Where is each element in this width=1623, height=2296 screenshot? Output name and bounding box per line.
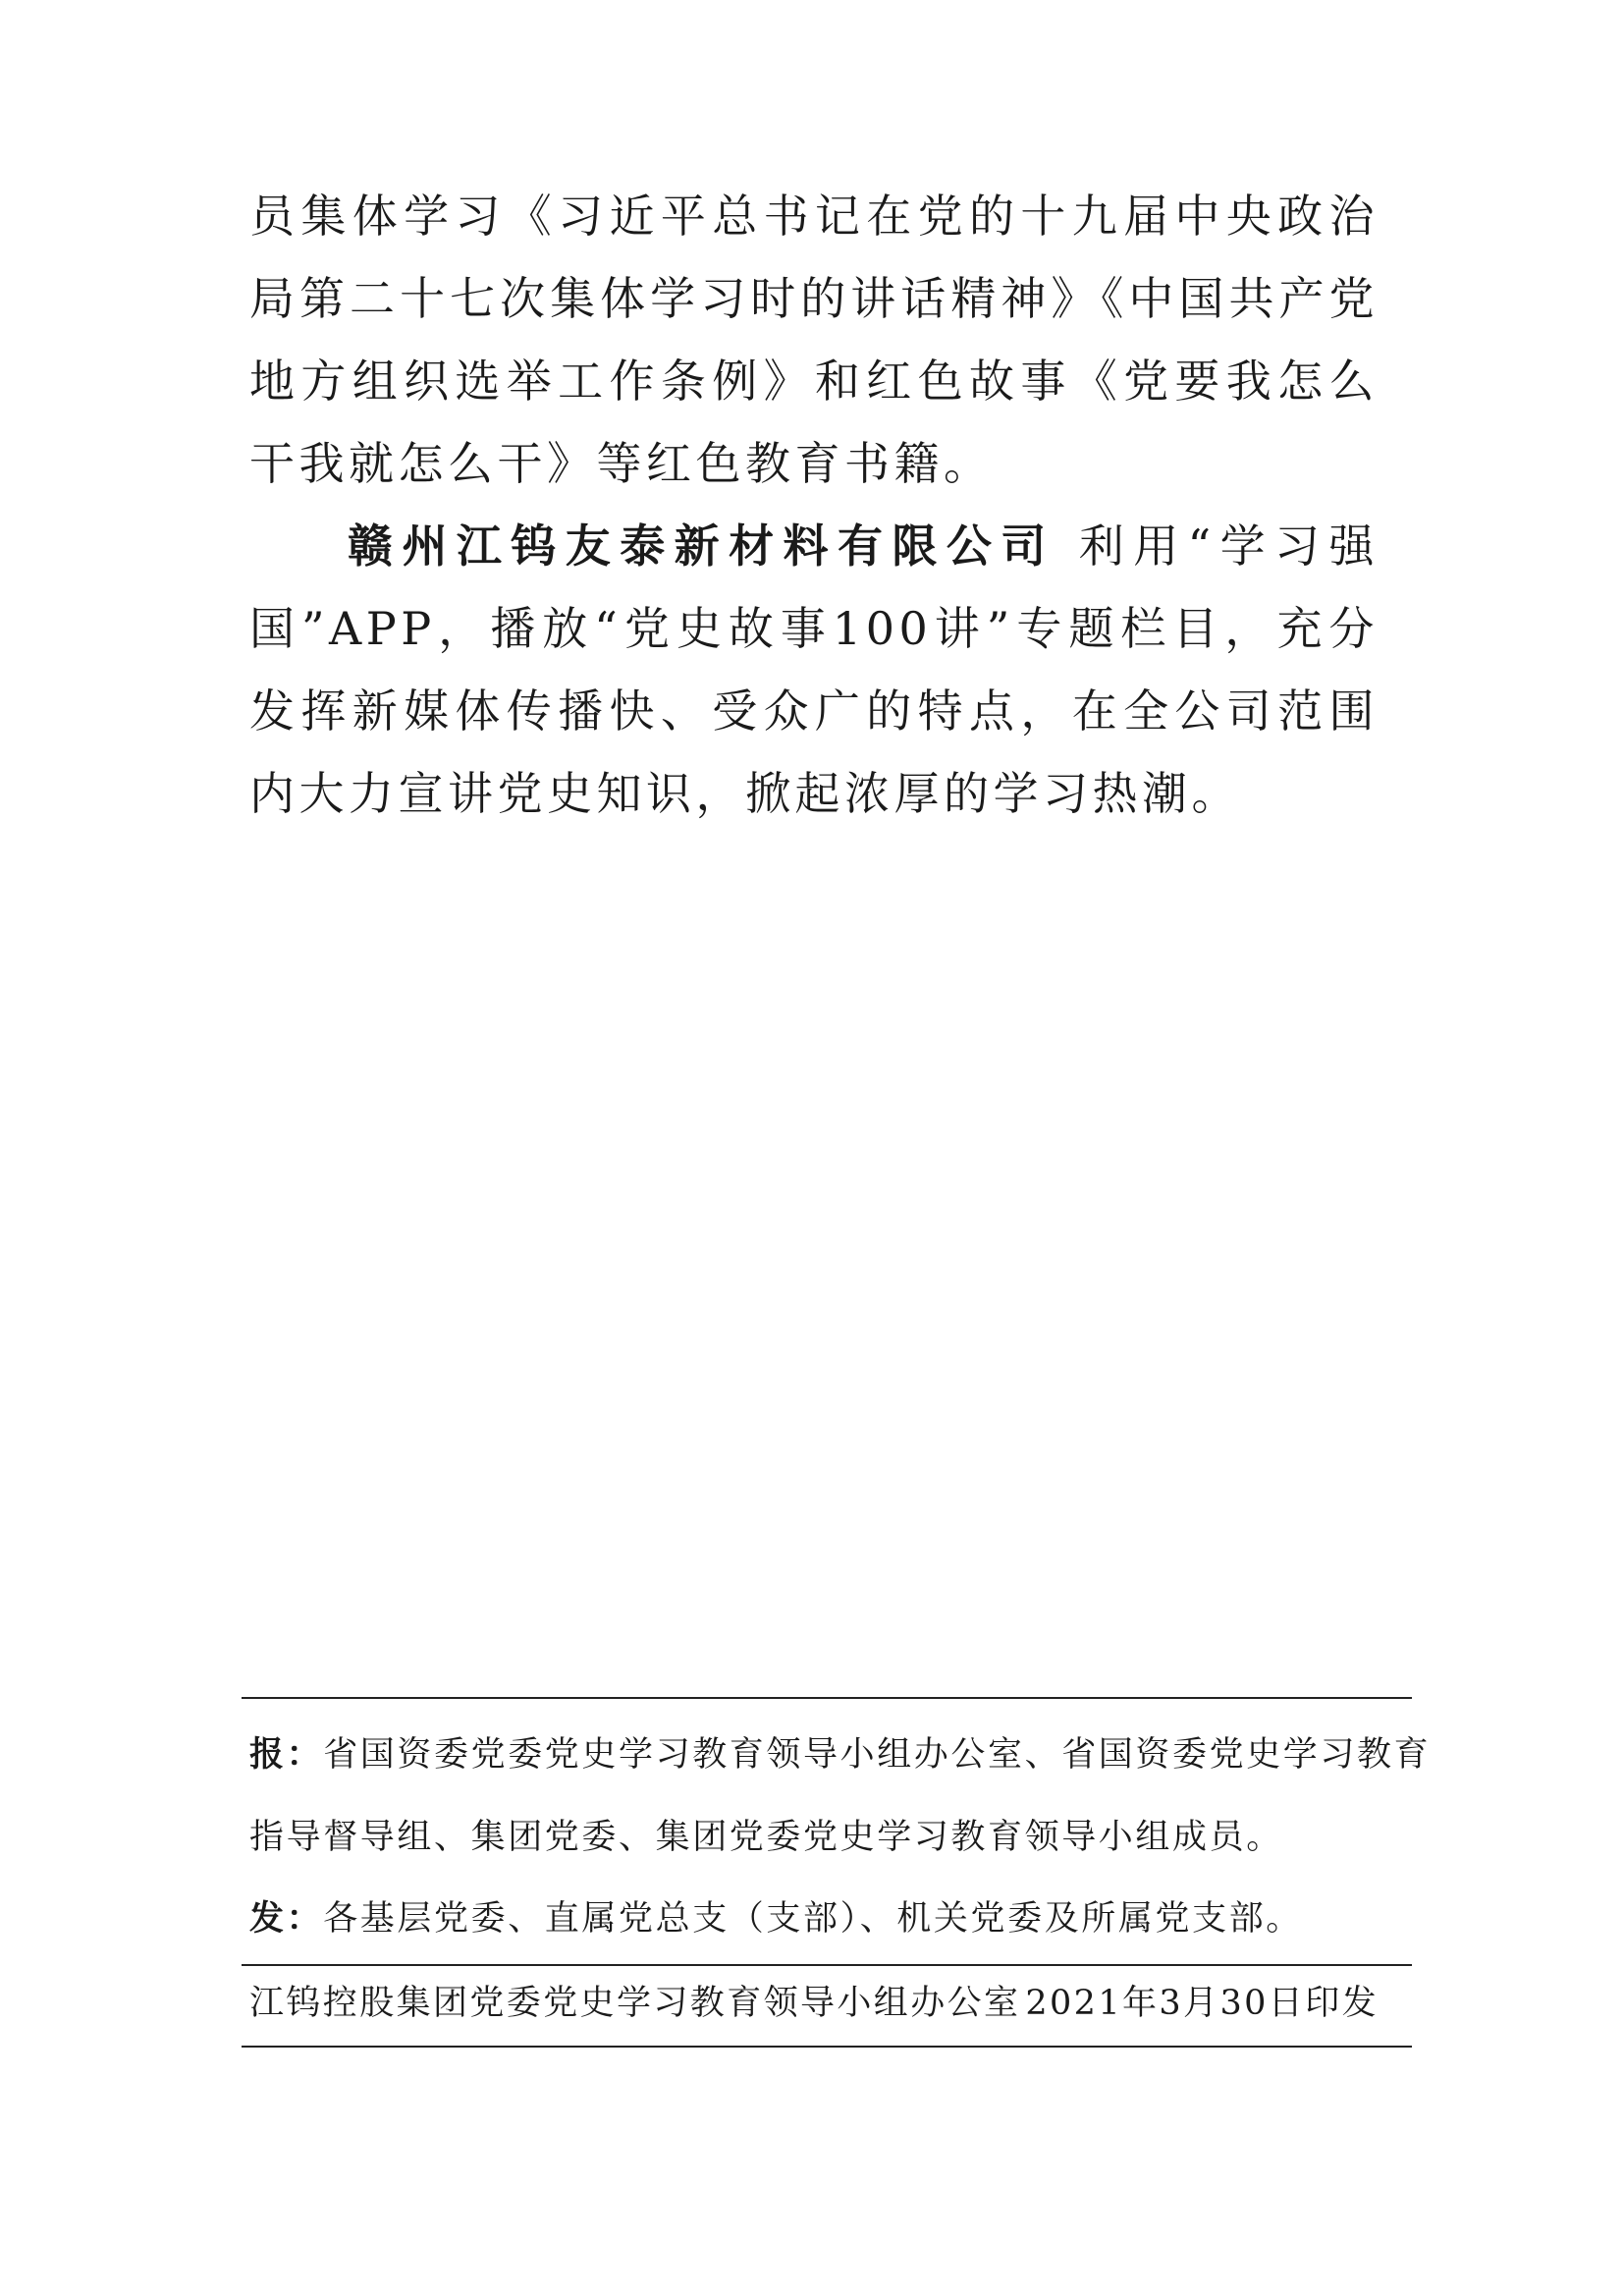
company-name: 赣州江钨友泰新材料有限公司 [348, 519, 1055, 573]
issuing-office: 江钨控股集团党委党史学习教育领导小组办公室 [249, 1984, 1021, 2023]
issue-date: 2021年3月30日印发 [1025, 1984, 1379, 2023]
divider-middle [242, 1964, 1412, 1966]
paragraph-youtai [249, 505, 1379, 835]
divider-bottom [242, 2046, 1412, 2048]
paragraph-study-books: 员集体学习《习近平总书记在党的十九届中央政治局第二十七次集体学习时的讲话精神》《中国共产党地方组织选举工作条例》和红色故事《党要我怎么干我就怎么干》等红色教育书籍。 [249, 190, 1379, 490]
report-recipients-1: 省国资委党委党史学习教育领导小组办公室、省国资委党史学习教育 [323, 1735, 1432, 1775]
divider-top [242, 1697, 1412, 1699]
report-recipients-2: 指导督导组、集团党委、集团党委党史学习教育领导小组成员。 [249, 1818, 1283, 1857]
send-label: 发： [249, 1898, 324, 1939]
report-line-1 [249, 1734, 1432, 1775]
paragraph-youtai-text: 利用“学习强国”APP，播放“党史故事100讲”专题栏目，充分发挥新媒体传播快、受众广的特点，在全公司范围内大力宣讲党史知识，掀起浓厚的学习热潮。 [249, 519, 1379, 820]
body-text [249, 175, 1379, 835]
report-line-2 [249, 1818, 1388, 1857]
report-label: 报： [249, 1734, 324, 1775]
send-recipients: 各基层党委、直属党总支（支部）、机关党委及所属党支部。 [323, 1899, 1303, 1939]
send-line [249, 1899, 1388, 1939]
